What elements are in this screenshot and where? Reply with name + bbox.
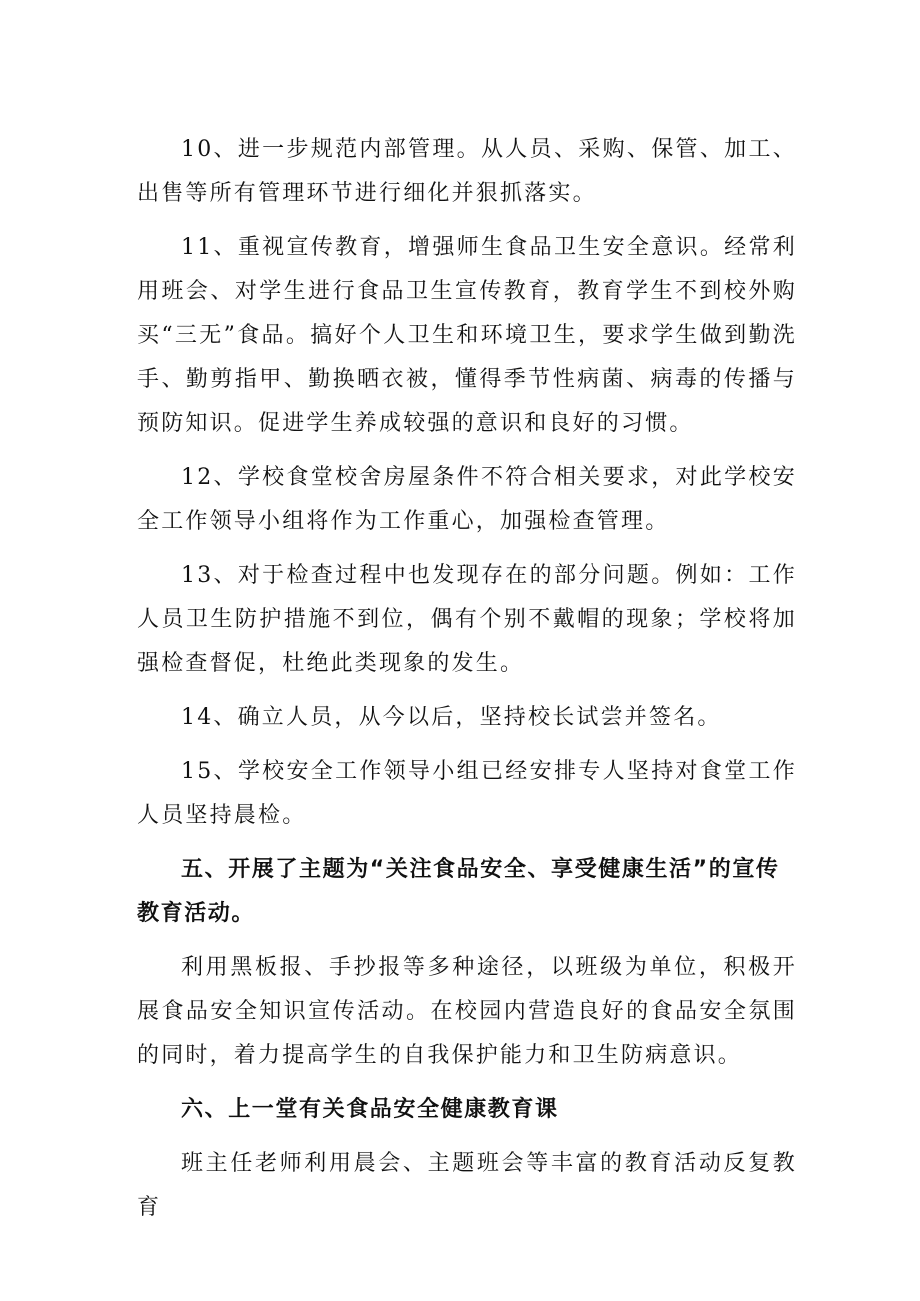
section-6-body: 班主任老师利用晨会、主题班会等丰富的教育活动反复教育	[137, 1151, 797, 1220]
paragraph-item-13: 13、对于检查过程中也发现存在的部分问题。例如：工作人员卫生防护措施不到位，偶有个别不戴帽的现象；学校将加强检查督促，杜绝此类现象的发生。	[137, 563, 797, 676]
paragraph-item-10: 10、进一步规范内部管理。从人员、采购、保管、加工、出售等所有管理环节进行细化并狠抓落实。	[137, 137, 797, 206]
section-5-body: 利用黑板报、手抄报等多种途径，以班级为单位，积极开展食品安全知识宣传活动。在校园内营造良好的食品安全氛围的同时，着力提高学生的自我保护能力和卫生防病意识。	[137, 955, 797, 1068]
document-body	[137, 128, 797, 1240]
paragraph-item-14: 14、确立人员，从今以后，坚持校长试尝并签名。	[181, 705, 722, 730]
paragraph-item-11: 11、重视宣传教育，增强师生食品卫生安全意识。经常利用班会、对学生进行食品卫生宣传教育，教育学生不到校外购买“三无”食品。搞好个人卫生和环境卫生，要求学生做到勤洗手、勤剪指甲、勤换晒衣被，懂得季节性病菌、病毒的传播与预防知识。促进学生养成较强的意识和良好的习惯。	[137, 235, 797, 436]
section-heading-6: 六、上一堂有关食品安全健康教育课	[181, 1097, 559, 1122]
paragraph-item-15: 15、学校安全工作领导小组已经安排专人坚持对食堂工作人员坚持晨检。	[137, 759, 797, 828]
paragraph-item-12: 12、学校食堂校舍房屋条件不符合相关要求，对此学校安全工作领导小组将作为工作重心，加强检查管理。	[137, 465, 797, 534]
section-heading-5: 五、开展了主题为“关注食品安全、享受健康生活”的宣传教育活动。	[137, 857, 780, 926]
